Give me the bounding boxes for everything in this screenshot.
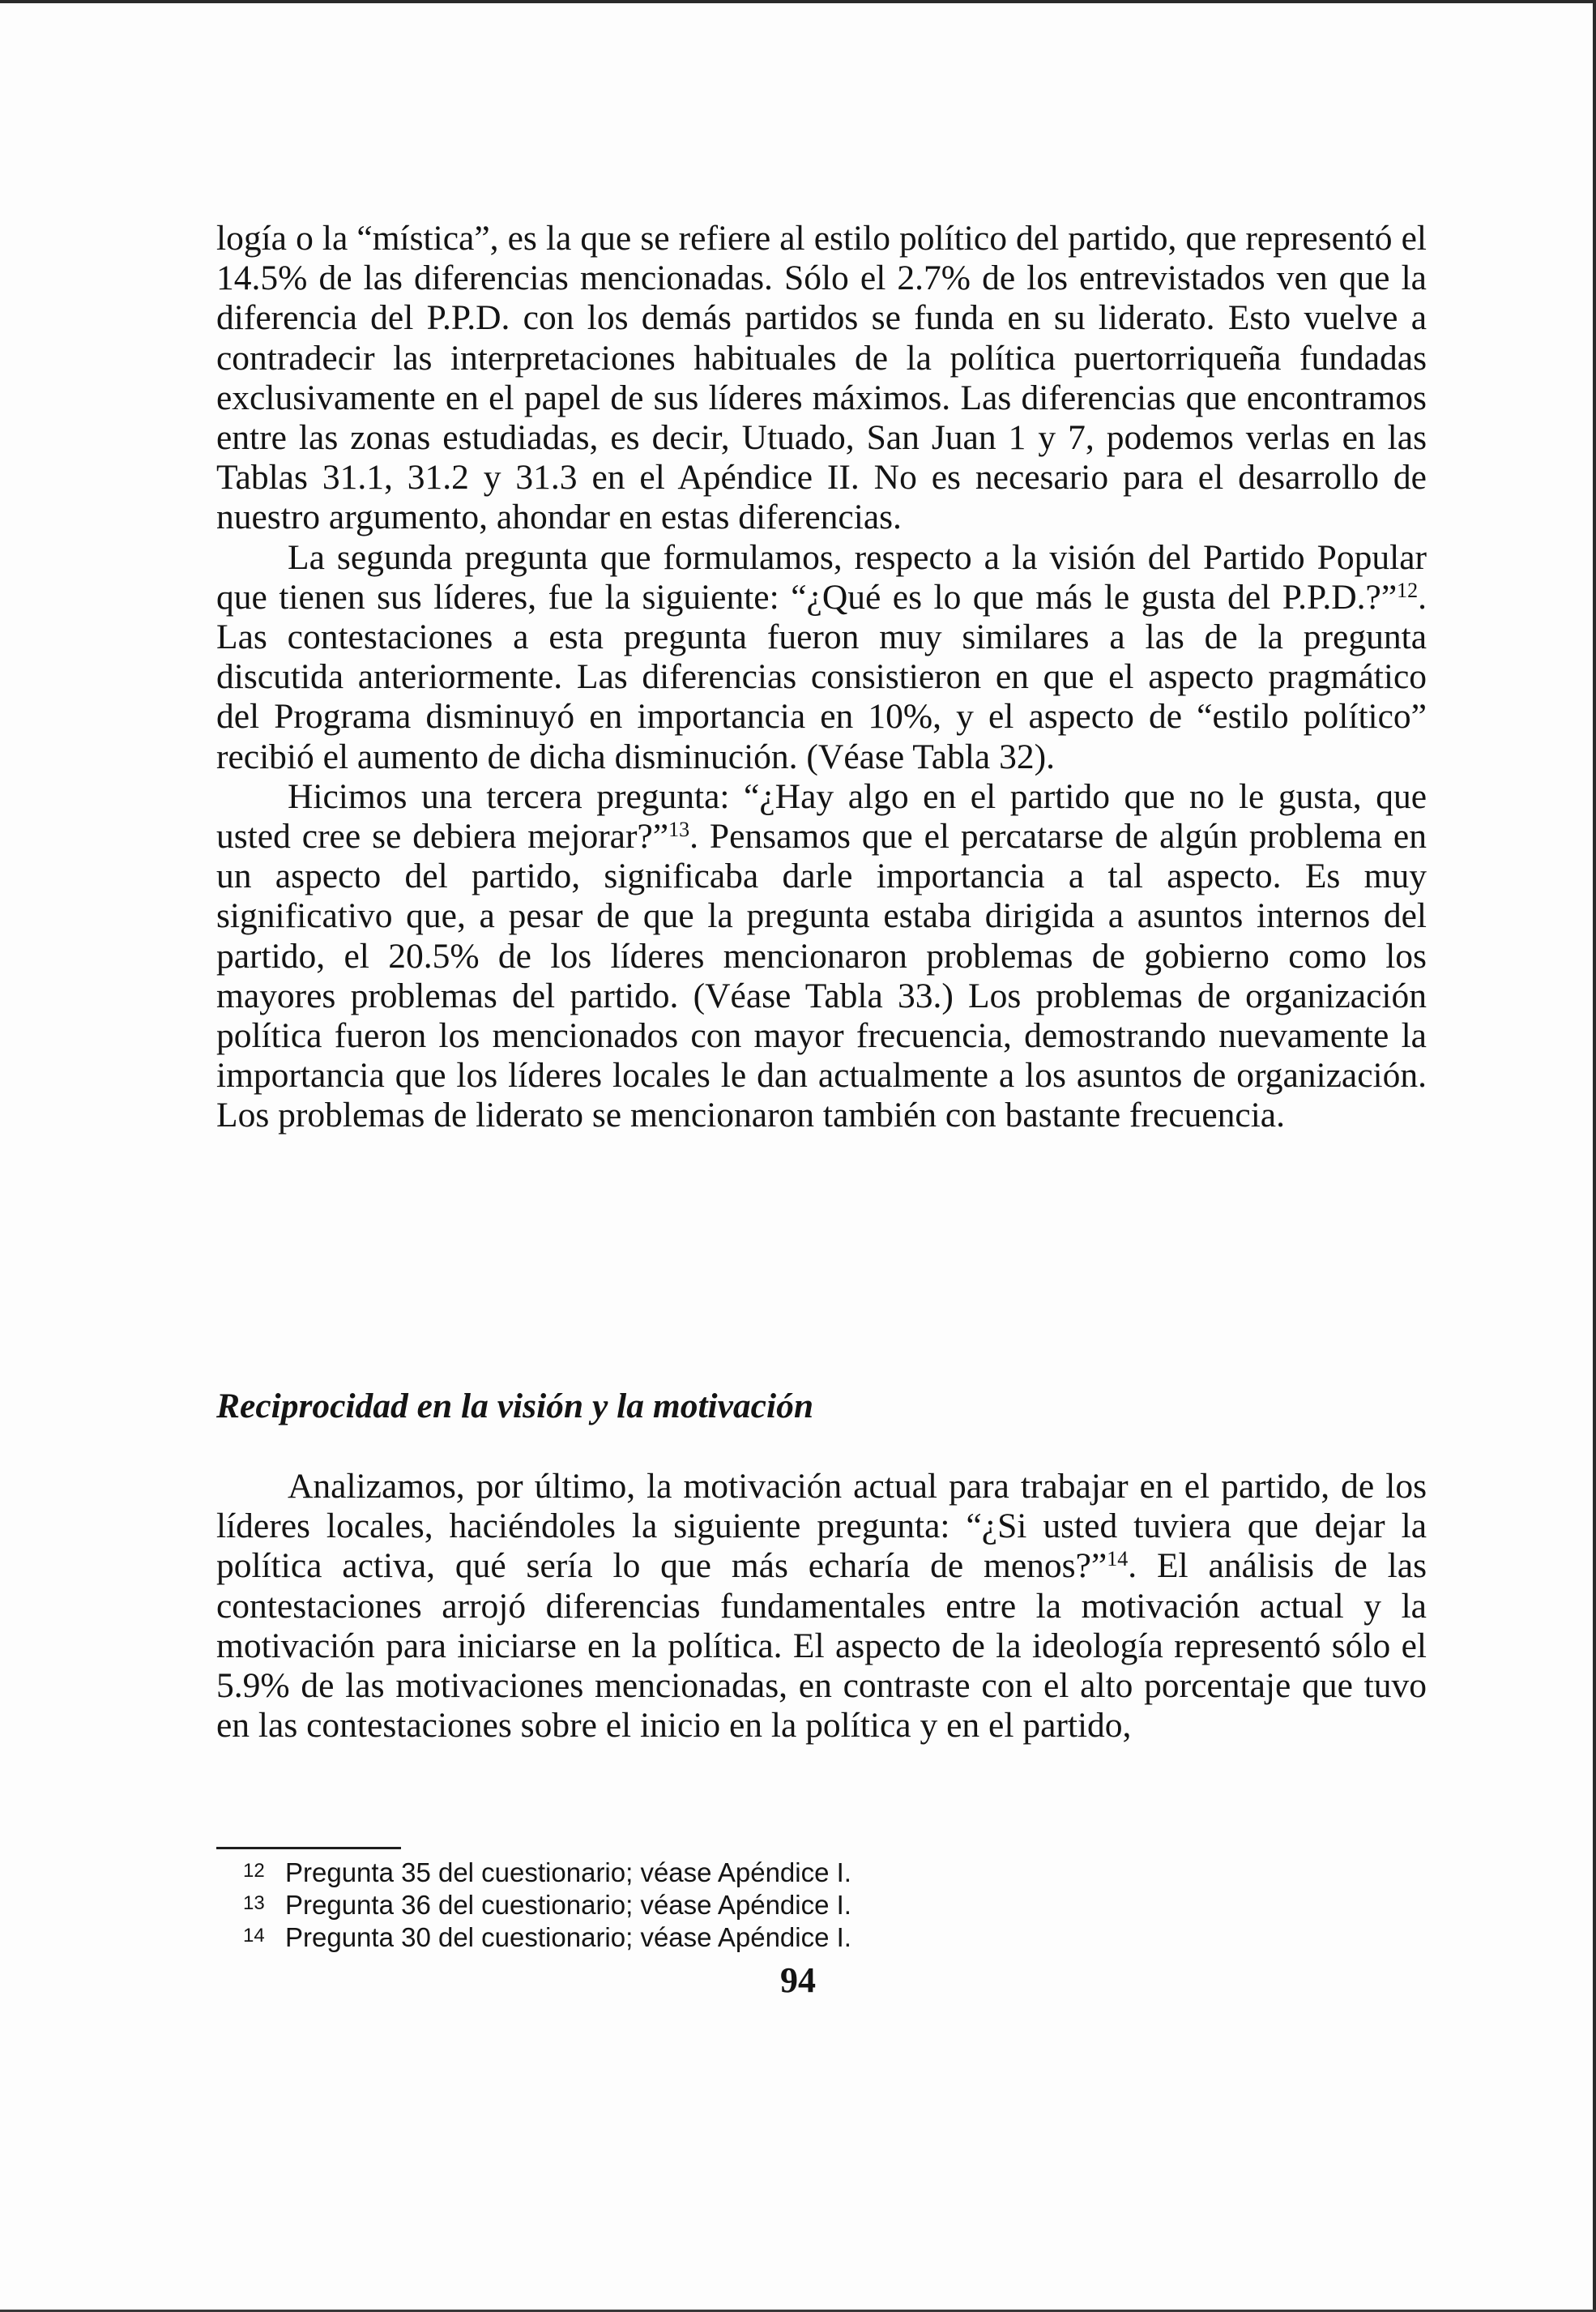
footnote-12 bbox=[243, 1856, 851, 1888]
paragraph-2-text-a: La segunda pregunta que formulamos, respecto a la visión del Partido Popular que tienen sus líderes, fue la siguiente: “¿Qué es lo que más le gusta del P.P.D.?” bbox=[216, 537, 1427, 617]
paragraph-3-text-b: . Pensamos que el percatarse de algún problema en un aspecto del partido, significaba darle importancia a tal aspecto. Es muy significativo que, a pesar de que la pregunta estaba dirigida a asuntos internos del partido, el 20.5% de los líderes mencionaron problemas de gobierno como los mayores problemas del partido. (Véase Tabla 33.) Los problemas de organización política fueron los mencionados con mayor frecuencia, demostrando nuevamente la importancia que los líderes locales le dan actualmente a los asuntos de organización. Los problemas de liderato se mencionaron también con bastante frecuencia. bbox=[216, 817, 1427, 1135]
section-heading: Reciprocidad en la visión y la motivación bbox=[216, 1387, 814, 1425]
footnote-number: 14 bbox=[243, 1925, 265, 1947]
footnote-ref-13[interactable]: 13 bbox=[668, 818, 690, 842]
page-edge-top bbox=[0, 0, 1596, 3]
paragraph-1 bbox=[216, 219, 1427, 538]
footnotes-list bbox=[243, 1856, 851, 1953]
paragraph-4-text-b: . El análisis de las contestaciones arrojó diferencias fundamentales entre la motivación actual y la motivación para iniciarse en la política. El aspecto de la ideología representó sólo el 5.9% de las motivaciones mencionadas, en contraste con el alto porcentaje que tuvo en las contestaciones sobre el inicio en la política y en el partido, bbox=[216, 1546, 1427, 1746]
paragraph-1-text: logía o la “mística”, es la que se refiere al estilo político del partido, que representó el 14.5% de las diferencias mencionadas. Sólo el 2.7% de los entrevistados ven que la diferencia del P.P.D. con los demás partidos se funda en su liderato. Esto vuelve a contradecir las interpretaciones habituales de la política puertorriqueña fundadas exclusivamente en el papel de sus líderes máximos. Las diferencias que encontramos entre las zonas estudiadas, es decir, Utuado, San Juan 1 y 7, podemos verlas en las Tablas 31.1, 31.2 y 31.3 en el Apéndice II. No es necesario para el desarrollo de nuestro argumento, ahondar en estas diferencias. bbox=[216, 219, 1427, 537]
paragraph-2-text-b: . Las contestaciones a esta pregunta fueron muy similares a las de la pregunta discutida anteriormente. Las diferencias consistieron en que el aspecto pragmático del Programa disminuyó en importancia en 10%, y el aspecto de “estilo político” recibió el aumento de dicha disminución. (Véase Tabla 32). bbox=[216, 577, 1427, 776]
footnote-ref-12[interactable]: 12 bbox=[1397, 578, 1419, 602]
footnote-text: Pregunta 30 del cuestionario; véase Apéndice I. bbox=[285, 1922, 851, 1952]
body-text-bottom bbox=[216, 1467, 1427, 1746]
footnote-number: 13 bbox=[243, 1892, 265, 1914]
paragraph-3-text-a: Hicimos una tercera pregunta: “¿Hay algo en el partido que no le gusta, que usted cree se debiera mejorar?” bbox=[216, 776, 1427, 857]
paragraph-4 bbox=[216, 1467, 1427, 1746]
footnote-ref-14[interactable]: 14 bbox=[1107, 1547, 1129, 1571]
body-text-top bbox=[216, 219, 1427, 1136]
footnote-separator bbox=[216, 1847, 401, 1849]
footnote-number: 12 bbox=[243, 1860, 265, 1882]
footnote-14 bbox=[243, 1921, 851, 1953]
paragraph-4-text-a: Analizamos, por último, la motivación actual para trabajar en el partido, de los líderes locales, haciéndoles la siguiente pregunta: “¿Si usted tuviera que dejar la política activa, qué sería lo que más echaría de menos?” bbox=[216, 1467, 1427, 1586]
footnote-text: Pregunta 35 del cuestionario; véase Apéndice I. bbox=[285, 1857, 851, 1887]
paragraph-2 bbox=[216, 538, 1427, 777]
footnote-13 bbox=[243, 1888, 851, 1921]
paragraph-3 bbox=[216, 777, 1427, 1136]
footnote-text: Pregunta 36 del cuestionario; véase Apéndice I. bbox=[285, 1890, 851, 1920]
page-number: 94 bbox=[780, 1960, 816, 2000]
